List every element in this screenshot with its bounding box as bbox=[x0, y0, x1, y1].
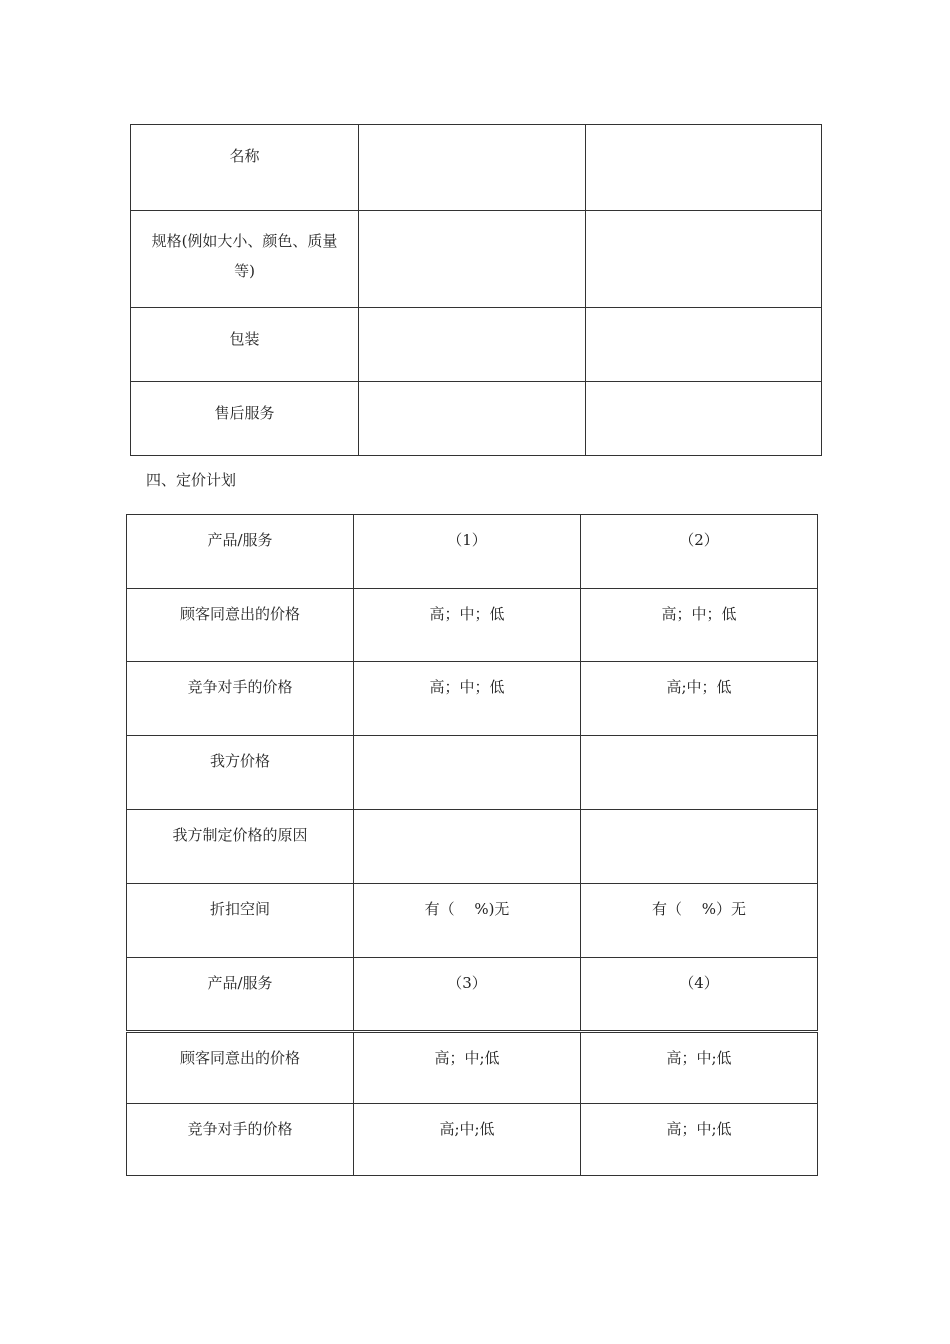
row-label: 名称 bbox=[229, 147, 260, 165]
row-label: 我方价格 bbox=[209, 752, 270, 770]
row-label: 顾客同意出的价格 bbox=[179, 1049, 300, 1067]
value-cell bbox=[586, 211, 822, 308]
row-label-cell bbox=[131, 125, 359, 211]
row-label: 产品/服务 bbox=[207, 531, 273, 549]
table-row bbox=[127, 1104, 818, 1176]
row-label: 折扣空间 bbox=[209, 900, 270, 918]
value-cell: 有（ %)无 bbox=[354, 884, 581, 958]
table-row bbox=[131, 211, 822, 308]
table-row bbox=[131, 125, 822, 211]
row-label-cell bbox=[131, 211, 359, 308]
row-label-cell bbox=[127, 884, 354, 958]
value-cell bbox=[586, 125, 822, 211]
row-label: 产品/服务 bbox=[207, 974, 273, 992]
section-heading: 四、定价计划 bbox=[146, 471, 237, 489]
table-row bbox=[127, 515, 818, 589]
value-cell bbox=[359, 308, 586, 382]
row-label: 竞争对手的价格 bbox=[187, 1120, 293, 1138]
table-row bbox=[131, 308, 822, 382]
value-cell bbox=[359, 382, 586, 456]
value-cell: 高；中；低 bbox=[354, 662, 581, 736]
row-label-cell bbox=[127, 515, 354, 589]
value-cell: （3） bbox=[354, 958, 581, 1032]
row-label: 竞争对手的价格 bbox=[187, 678, 293, 696]
value-cell bbox=[581, 736, 818, 810]
value-cell bbox=[581, 810, 818, 884]
value-cell bbox=[359, 125, 586, 211]
value-cell: 高；中；低 bbox=[354, 589, 581, 662]
value-cell: （4） bbox=[581, 958, 818, 1032]
value-cell: 有（ %）无 bbox=[581, 884, 818, 958]
row-label: 规格(例如大小、颜色、质量等) bbox=[151, 232, 338, 280]
value-cell: 高；中;低 bbox=[354, 1032, 581, 1104]
pricing-table bbox=[126, 514, 818, 1176]
value-cell bbox=[359, 211, 586, 308]
row-label: 售后服务 bbox=[214, 404, 275, 422]
table-row bbox=[127, 810, 818, 884]
table-row bbox=[127, 958, 818, 1032]
value-cell: 高;中；低 bbox=[581, 662, 818, 736]
row-label-cell bbox=[127, 736, 354, 810]
value-cell bbox=[586, 382, 822, 456]
value-cell bbox=[586, 308, 822, 382]
row-label: 包装 bbox=[229, 330, 260, 348]
row-label-cell bbox=[127, 589, 354, 662]
table-row bbox=[131, 382, 822, 456]
row-label-cell bbox=[127, 1032, 354, 1104]
table-row bbox=[127, 736, 818, 810]
row-label-cell bbox=[127, 662, 354, 736]
row-label-cell bbox=[127, 810, 354, 884]
value-cell bbox=[354, 736, 581, 810]
table-row bbox=[127, 662, 818, 736]
table-row bbox=[127, 589, 818, 662]
table-row bbox=[127, 884, 818, 958]
row-label-cell bbox=[127, 958, 354, 1032]
row-label-cell bbox=[131, 308, 359, 382]
value-cell: （2） bbox=[581, 515, 818, 589]
value-cell bbox=[354, 810, 581, 884]
value-cell: 高;中;低 bbox=[354, 1104, 581, 1176]
row-label: 顾客同意出的价格 bbox=[179, 605, 300, 623]
table-row bbox=[127, 1032, 818, 1104]
value-cell: 高；中;低 bbox=[581, 1104, 818, 1176]
row-label-cell bbox=[127, 1104, 354, 1176]
product-table bbox=[130, 124, 822, 456]
value-cell: 高；中；低 bbox=[581, 589, 818, 662]
row-label-cell bbox=[131, 382, 359, 456]
row-label: 我方制定价格的原因 bbox=[172, 826, 308, 844]
value-cell: （1） bbox=[354, 515, 581, 589]
value-cell: 高；中;低 bbox=[581, 1032, 818, 1104]
